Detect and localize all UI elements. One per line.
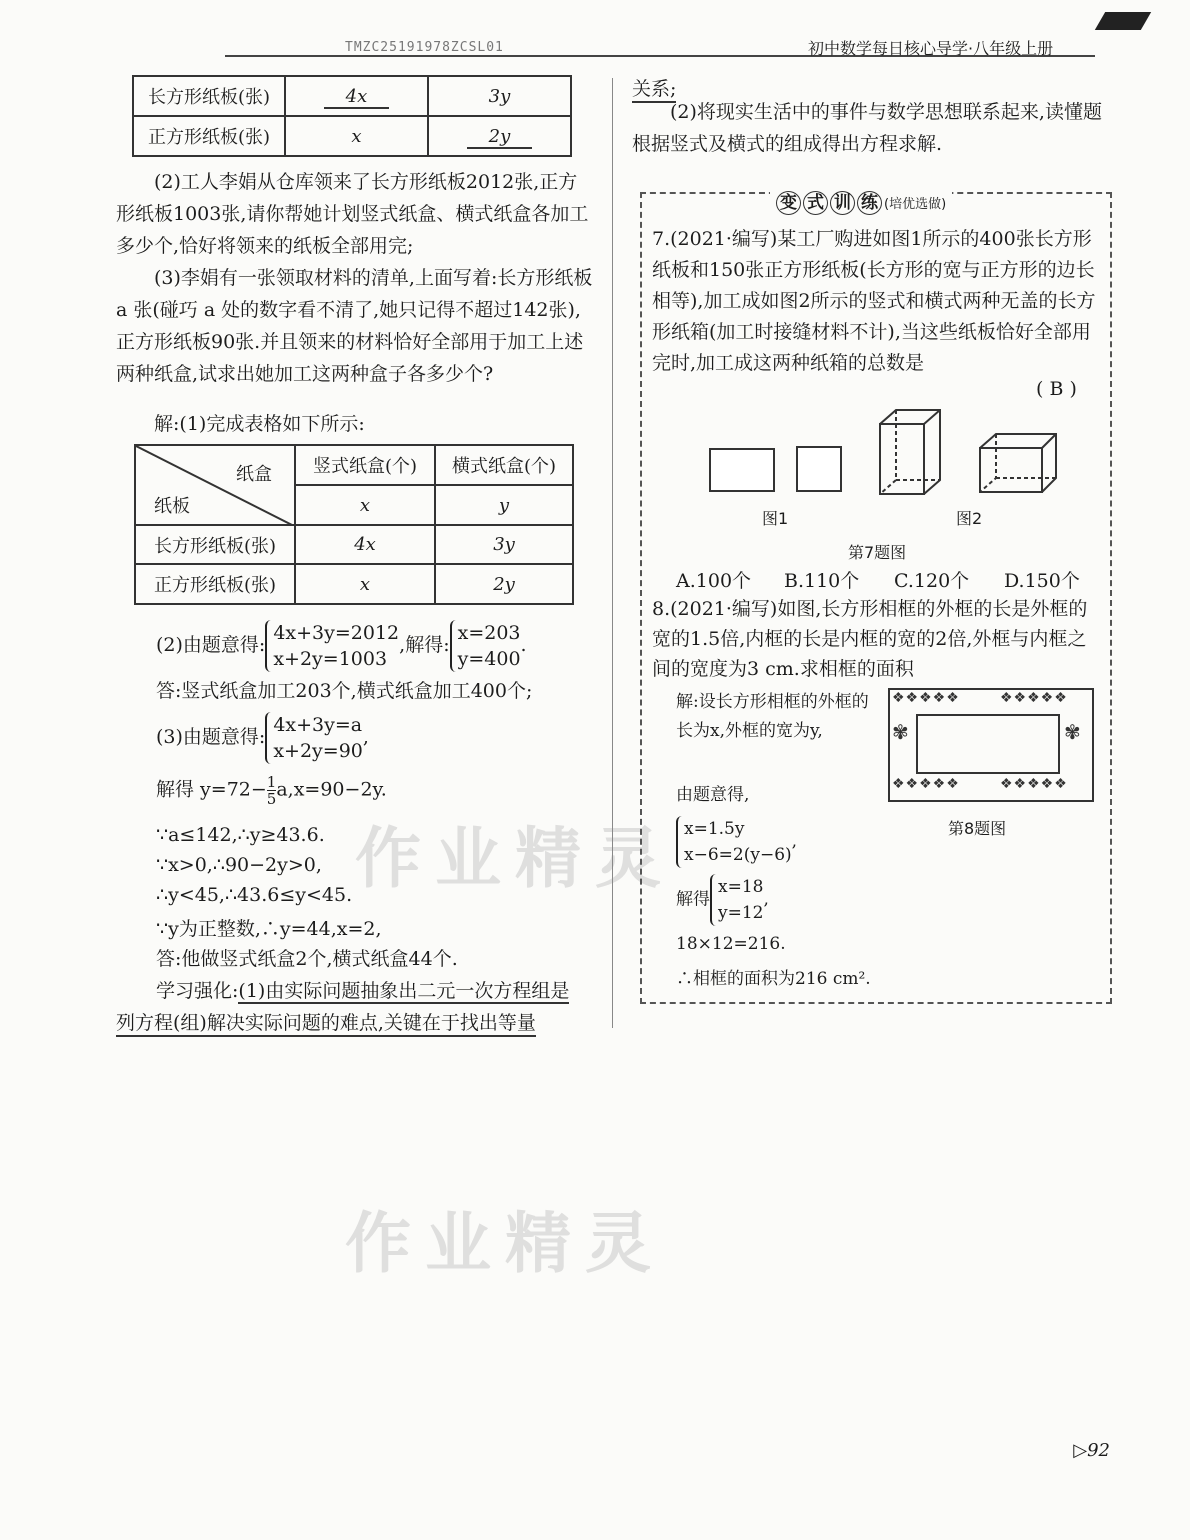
table-cell: y: [435, 485, 573, 525]
solution-3-solve: 解得 y=72− $\frac{1}{5}$ a,x=90−2y.: [156, 773, 387, 808]
rectangle-board: [709, 448, 775, 492]
table-cell: 2y: [435, 564, 573, 604]
corner-top-label: 纸盒: [236, 464, 272, 485]
question-7-answer: ( B ): [1036, 378, 1077, 400]
top-table: [132, 75, 572, 157]
table-cell: 长方形纸板(张): [135, 525, 295, 564]
solution-3-step: ∵a≤142,∴y≥43.6.: [156, 824, 325, 846]
ornament-icon: ✾: [1064, 720, 1082, 744]
solution-3-answer: 答:他做竖式纸盒2个,横式纸盒44个.: [156, 948, 458, 970]
solution-intro: 解:(1)完成表格如下所示:: [154, 413, 365, 435]
figure-8-caption: 第8题图: [948, 819, 1007, 838]
table-cell: 3y: [428, 76, 571, 116]
header-book-title: 初中数学每日核心导学·八年级上册: [808, 39, 1054, 58]
equation-system: x=1.5y x−6=2(y−6): [676, 816, 792, 868]
corner-bottom-label: 纸板: [154, 496, 190, 517]
watermark: 作业精灵: [355, 820, 675, 897]
table-cell: 长方形纸板(张): [133, 76, 285, 116]
photo-frame-inner: [916, 714, 1060, 774]
table-header: 竖式纸盒(个): [295, 445, 435, 485]
ornament-icon: ❖❖❖❖❖: [1000, 690, 1068, 706]
option-d: D.150个: [1004, 570, 1080, 592]
solution-3-step: ∵x>0,∴90−2y>0,: [156, 854, 322, 876]
ornament-icon: ❖❖❖❖❖: [892, 690, 960, 706]
table-cell: 正方形纸板(张): [135, 564, 295, 604]
square-board: [796, 446, 842, 492]
horizontal-box-figure: [978, 432, 1058, 496]
page-number: ▷92: [1073, 1440, 1110, 1461]
question-3: (3)李娟有一张领取材料的清单,上面写着:长方形纸板 a 张(碰巧 a 处的数字看不清了,她只记得不超过142张),正方形纸板90张.并且领来的材料恰好全部用于加工上述两种纸盒,试求出她加工这两种盒子各多少个?: [116, 267, 593, 385]
ornament-icon: ❖❖❖❖❖: [1000, 776, 1068, 792]
table-cell: 4x: [285, 76, 428, 116]
vertical-box-figure: [878, 408, 948, 498]
question-7: 7.(2021·编写)某工厂购进如图1所示的400张长方形纸板和150张正方形纸板(长方形的宽与正方形的边长相等),加工成如图2所示的竖式和横式两种无盖的长方形纸箱(加工时接缝材料不计),当这些纸板恰好全部用完时,加工成这两种纸箱的总数是: [652, 228, 1096, 374]
study-note: 学习强化:(1)由实际问题抽象出二元一次方程组是: [156, 980, 570, 1002]
table-cell: x: [295, 564, 435, 604]
table-cell: 正方形纸板(张): [133, 116, 285, 156]
question-8: 8.(2021·编写)如图,长方形相框的外框的长是外框的宽的1.5倍,内框的长是内框的宽的2倍,外框与内框之间的宽度为3 cm.求相框的面积: [652, 598, 1088, 680]
study-note-cont: 列方程(组)解决实际问题的难点,关键在于找出等量: [116, 1008, 536, 1037]
continuation: 关系;: [632, 74, 676, 103]
solution-system: x=18 y=12: [710, 874, 763, 926]
solution-system: x=203 y=400: [450, 620, 521, 672]
solution-3-step: ∵y为正整数,∴y=44,x=2,: [156, 918, 382, 940]
question-8-setup: 由题意得,: [676, 785, 750, 805]
question-8-calc: 18×12=216.: [676, 934, 786, 954]
solution-table: [134, 444, 574, 605]
practice-banner: 变 式 训 练 (培优选做): [770, 188, 952, 213]
solution-3-step: ∴y<45,∴43.6≤y<45.: [156, 884, 353, 906]
table-cell: 2y: [428, 116, 571, 156]
table-header: 横式纸盒(个): [435, 445, 573, 485]
solution-2-answer: 答:竖式纸盒加工203个,横式纸盒加工400个;: [156, 680, 533, 702]
option-a: A.100个: [676, 570, 752, 592]
header-corner-tab: [1095, 12, 1151, 30]
question-8-answer: ∴相框的面积为216 cm².: [676, 969, 871, 989]
header-code: TMZC25191978ZCSL01: [345, 40, 504, 55]
solution-3-system: (3)由题意得: 4x+3y=a x+2y=90 ,: [156, 714, 369, 762]
fraction: $\frac{1}{5}$: [266, 773, 277, 808]
figure-2-label: 图2: [956, 509, 983, 528]
figure-7-caption: 第7题图: [848, 543, 907, 562]
table-cell: 4x: [295, 525, 435, 564]
solution-2-system: (2)由题意得: 4x+3y=2012 x+2y=1003 ,解得: x=203 y=400 .: [156, 622, 527, 670]
equation-system: 4x+3y=a x+2y=90: [265, 712, 363, 764]
table-cell: 3y: [435, 525, 573, 564]
continuation-2: (2)将现实生活中的事件与数学思想联系起来,读懂题根据竖式及横式的组成得出方程求解.: [632, 101, 1102, 155]
column-divider: [612, 78, 613, 1028]
option-c: C.120个: [894, 570, 970, 592]
table-cell: x: [295, 485, 435, 525]
option-b: B.110个: [784, 570, 860, 592]
table-cell: x: [285, 116, 428, 156]
table-corner: [135, 445, 295, 525]
ornament-icon: ❖❖❖❖❖: [892, 776, 960, 792]
question-8-system: x=1.5y x−6=2(y−6) ,: [676, 816, 797, 868]
equation-system: 4x+3y=2012 x+2y=1003: [265, 620, 399, 672]
question-8-result: 解得 x=18 y=12 ,: [676, 874, 769, 926]
question-2: (2)工人李娟从仓库领来了长方形纸板2012张,正方形纸板1003张,请你帮她计划竖式纸盒、横式纸盒各加工多少个,恰好将领来的纸板全部用完;: [116, 171, 589, 257]
ornament-icon: ✾: [892, 720, 910, 744]
question-8-solution: 解:设长方形相框的外框的长为x,外框的宽为y,: [676, 692, 869, 741]
figure-1-label: 图1: [762, 509, 789, 528]
watermark: 作业精灵: [345, 1205, 665, 1282]
